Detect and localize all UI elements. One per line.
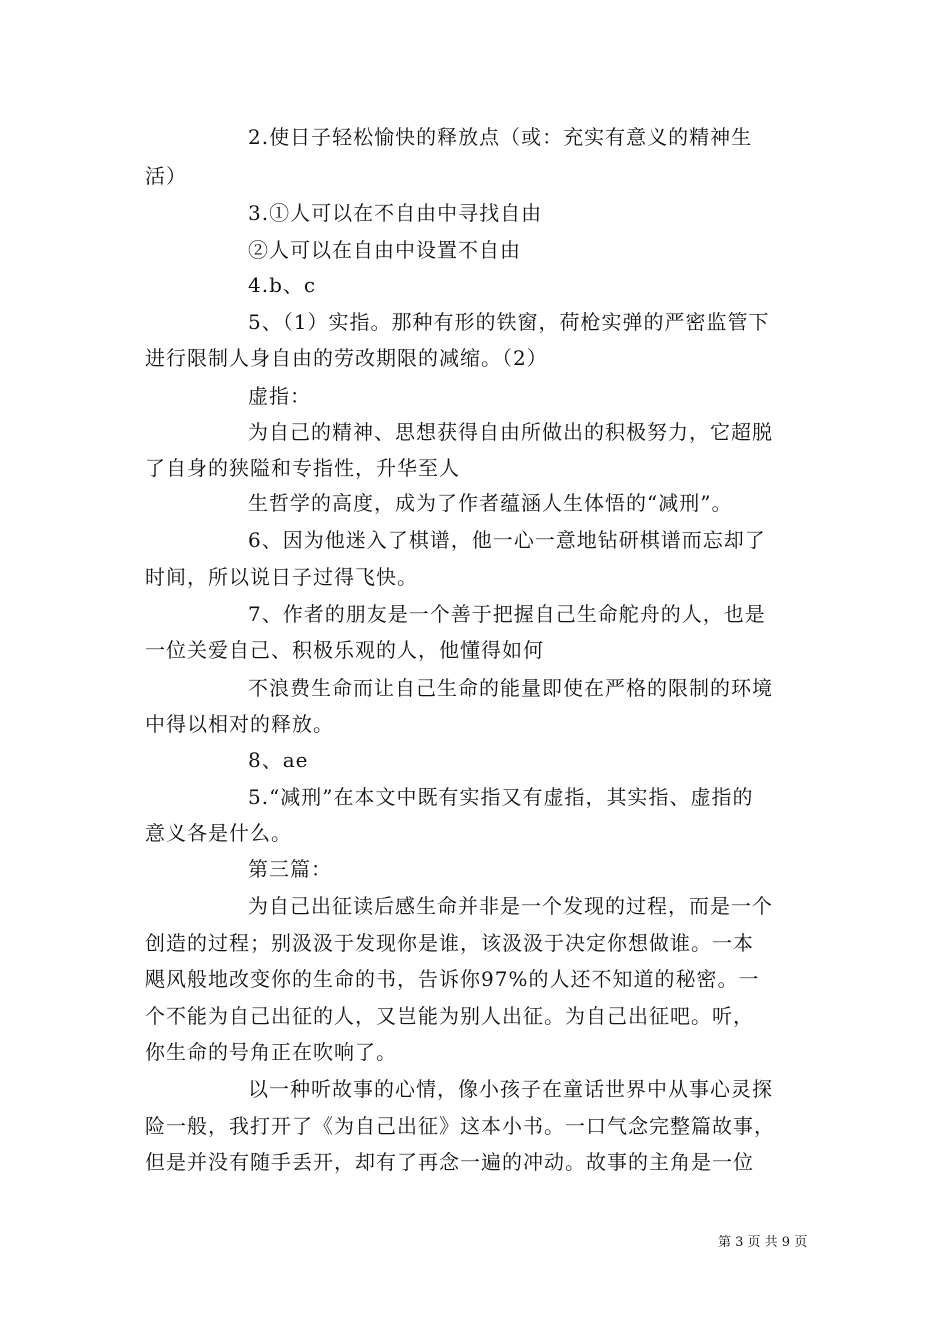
text-line: 8、ae	[248, 748, 309, 772]
text-line: 你生命的号角正在吹响了。	[145, 1040, 397, 1064]
text-line: 虚指：	[248, 384, 311, 408]
page-number-footer: 第 3 页 共 9 页	[718, 1235, 808, 1250]
text-line: 险一般，我打开了《为自己出征》这本小书。一口气念完整篇故事，	[145, 1114, 775, 1138]
text-line: 但是并没有随手丢开，却有了再念一遍的冲动。故事的主角是一位	[145, 1150, 754, 1174]
text-line: 进行限制人身自由的劳改期限的减缩。（2）	[145, 346, 548, 370]
text-line: 5.“减刑”在本文中既有实指又有虚指，其实指、虚指的	[248, 785, 754, 809]
text-line: 6、因为他迷入了棋谱，他一心一意地钻研棋谱而忘却了	[248, 528, 766, 552]
text-line: 5、（1）实指。那种有形的铁窗，荷枪实弹的严密监管下	[248, 310, 770, 334]
text-line: 活）	[145, 164, 187, 188]
text-line: 意义各是什么。	[145, 821, 292, 845]
text-line: 了自身的狭隘和专指性，升华至人	[145, 456, 460, 480]
text-line: ②人可以在自由中设置不自由	[248, 238, 521, 262]
text-line: 不浪费生命而让自己生命的能量即使在严格的限制的环境	[248, 676, 773, 700]
text-line: 生哲学的高度，成为了作者蕴涵人生体悟的“减刑”。	[248, 491, 733, 515]
text-line: 第三篇：	[248, 857, 332, 881]
text-line: 7、作者的朋友是一个善于把握自己生命舵舟的人，也是	[248, 602, 766, 626]
text-line: 4.b、c	[248, 273, 317, 297]
text-line: 时间，所以说日子过得飞快。	[145, 565, 418, 589]
text-line: 一位关爱自己、积极乐观的人，他懂得如何	[145, 638, 544, 662]
text-line: 以一种听故事的心情，像小孩子在童话世界中从事心灵探	[248, 1077, 773, 1101]
text-line: 个不能为自己出征的人，又岂能为别人出征。为自己出征吧。听，	[145, 1004, 754, 1028]
text-line: 为自己的精神、思想获得自由所做出的积极努力，它超脱	[248, 420, 773, 444]
text-line: 2.使日子轻松愉快的释放点（或：充实有意义的精神生	[248, 125, 753, 149]
text-line: 创造的过程；别汲汲于发现你是谁，该汲汲于决定你想做谁。一本	[145, 931, 754, 955]
text-line: 为自己出征读后感生命并非是一个发现的过程，而是一个	[248, 894, 773, 918]
text-line: 飓风般地改变你的生命的书，告诉你97%的人还不知道的秘密。一	[145, 967, 760, 991]
text-line: 中得以相对的释放。	[145, 712, 334, 736]
text-line: 3.①人可以在不自由中寻找自由	[248, 201, 543, 225]
